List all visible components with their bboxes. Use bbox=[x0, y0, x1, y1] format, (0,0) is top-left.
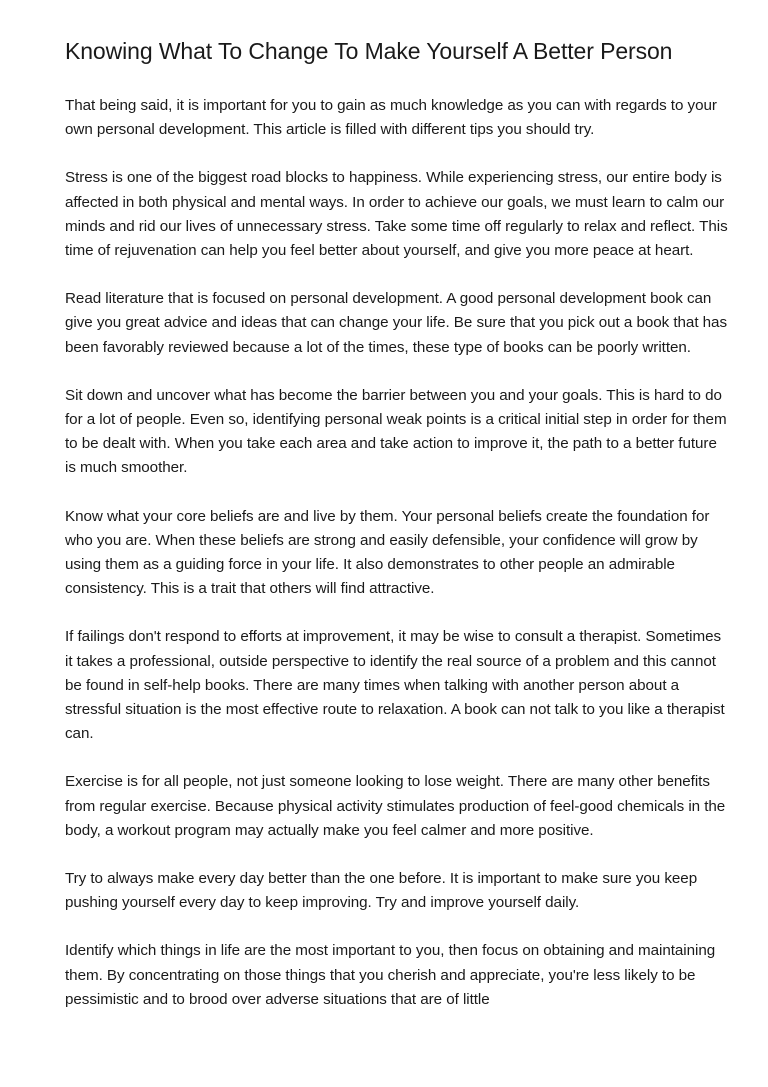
paragraph-daily-improvement: Try to always make every day better than the one before. It is important to make sure you keep pushing yourself every day to keep improving. Try and improve yourself daily. bbox=[65, 870, 698, 912]
paragraph-priorities: Identify which things in life are the most important to you, then focus on obtaining and maintaining them. By concentrating on those things that you cherish and appreciate, you're less likely to be pessimistic and to brood over adverse situations that are of little bbox=[65, 942, 716, 1008]
document-title: Knowing What To Change To Make Yourself A Better Person bbox=[65, 38, 673, 64]
paragraph-intro: That being said, it is important for you to gain as much knowledge as you can with regards to your own personal development. This article is filled with different tips you should try. bbox=[65, 97, 717, 139]
paragraph-therapist: If failings don't respond to efforts at improvement, it may be wise to consult a therapist. Sometimes it takes a professional, outside perspective to identify the real source of a problem and this cannot be found in self-help books. There are many times when talking with another person about a stressful situation is the most effective route to relaxation. A book can not talk to you like a therapist can. bbox=[65, 628, 725, 743]
paragraph-exercise: Exercise is for all people, not just someone looking to lose weight. There are many other benefits from regular exercise. Because physical activity stimulates production of feel-good chemicals in the body, a workout program may actually make you feel calmer and more positive. bbox=[65, 773, 726, 839]
paragraph-core-beliefs: Know what your core beliefs are and live by them. Your personal beliefs create the foundation for who you are. When these beliefs are strong and easily defensible, your confidence will grow by using them as a guiding force in your life. It also demonstrates to other people an admirable consistency. This is a trait that others will find attractive. bbox=[65, 507, 710, 598]
paragraph-literature: Read literature that is focused on personal development. A good personal development book can give you great advice and ideas that can change your life. Be sure that you pick out a book that has been favorably reviewed because a lot of the times, these type of books can be poorly written. bbox=[65, 290, 727, 356]
document-body bbox=[65, 94, 728, 1012]
paragraph-stress: Stress is one of the biggest road blocks to happiness. While experiencing stress, our entire body is affected in both physical and mental ways. In order to achieve our goals, we must learn to calm our minds and rid our lives of unnecessary stress. Take some time off regularly to relax and reflect. This time of rejuvenation can help you feel better about yourself, and give you more peace at heart. bbox=[65, 169, 728, 260]
paragraph-barriers: Sit down and uncover what has become the barrier between you and your goals. This is hard to do for a lot of people. Even so, identifying personal weak points is a critical initial step in order for them to be dealt with. When you take each area and take action to improve it, the path to a better future is much smoother. bbox=[65, 386, 727, 477]
